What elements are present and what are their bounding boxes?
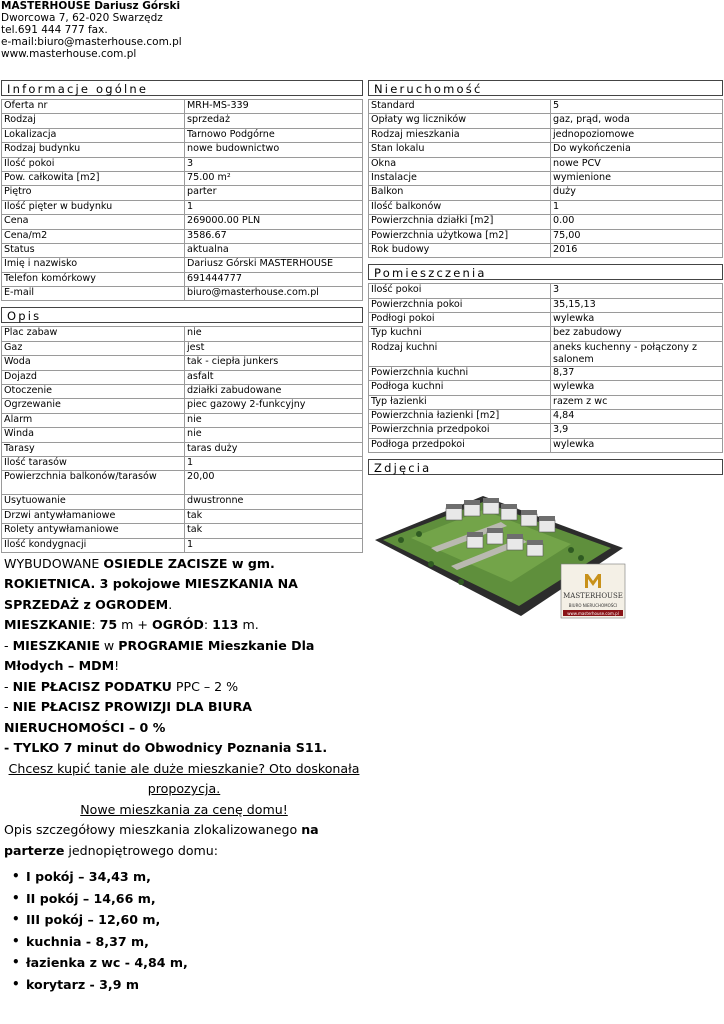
- row-label: Powierzchnia balkonów/tarasów: [2, 471, 185, 495]
- row-label: Usytuowanie: [2, 495, 185, 509]
- list-item: • I pokój – 34,43 m,: [26, 866, 364, 888]
- table-row: [2, 287, 363, 301]
- row-label: Podłogi pokoi: [369, 313, 551, 327]
- table-row: [369, 424, 723, 438]
- row-value: 2016: [551, 243, 723, 257]
- row-label: Woda: [2, 356, 185, 370]
- list-item: • kuchnia - 8,37 m,: [26, 931, 364, 953]
- table-row: [2, 524, 363, 538]
- row-label: Ilość pokoi: [369, 284, 551, 298]
- table-row: [369, 438, 723, 452]
- agency-website: www.masterhouse.com.pl: [1, 48, 137, 60]
- row-value: jest: [185, 341, 363, 355]
- masterhouse-logo: [561, 564, 625, 618]
- row-value: wylewka: [551, 438, 723, 452]
- row-label: Instalacje: [369, 171, 551, 185]
- row-value: bez zabudowy: [551, 327, 723, 341]
- desc-bold: NIE PŁACISZ PODATKU: [12, 678, 172, 694]
- row-value: aneks kuchenny - połączony z salonem: [551, 341, 723, 366]
- section-title-nieruchomosc: Nieruchomość: [368, 80, 723, 96]
- row-value: 3,9: [551, 424, 723, 438]
- row-value: 3: [185, 157, 363, 171]
- row-value: Dariusz Górski MASTERHOUSE: [185, 258, 363, 272]
- table-row: [369, 171, 723, 185]
- row-label: Plac zabaw: [2, 327, 185, 341]
- desc-text: :: [91, 617, 100, 633]
- table-row: [2, 399, 363, 413]
- row-label: Rodzaj kuchni: [369, 341, 551, 366]
- desc-bold: OSIEDLE ZACISZE w gm. ROKIETNICA. 3 pokojowe MIESZKANIA NA SPRZEDAŻ z OGRODEM: [4, 555, 298, 612]
- row-label: Ilość balkonów: [369, 200, 551, 214]
- desc-text: w: [99, 637, 119, 653]
- desc-paragraph: [4, 677, 364, 698]
- desc-paragraph: Chcesz kupić tanie ale duże mieszkanie? Oto doskonała propozycja.: [8, 760, 360, 797]
- desc-bold: MIESZKANIE: [4, 617, 92, 633]
- row-value: nie: [185, 327, 363, 341]
- desc-paragraph: [4, 636, 364, 677]
- row-label: Powierzchnia przedpokoi: [369, 424, 551, 438]
- row-value: 3: [551, 284, 723, 298]
- row-value: 5: [551, 100, 723, 114]
- room-list: [4, 866, 364, 995]
- row-value: taras duży: [185, 442, 363, 456]
- table-row: [2, 456, 363, 470]
- desc-text: -: [4, 699, 13, 715]
- row-label: Rolety antywłamaniowe: [2, 524, 185, 538]
- desc-paragraph: [4, 738, 364, 759]
- list-item: • korytarz - 3,9 m: [26, 974, 364, 996]
- table-row: [2, 243, 363, 257]
- row-label: Cena: [2, 215, 185, 229]
- row-label: Ilość tarasów: [2, 456, 185, 470]
- row-value: sprzedaż: [185, 114, 363, 128]
- table-row: [369, 410, 723, 424]
- row-label: Opłaty wg liczników: [369, 114, 551, 128]
- desc-text: jednopiętrowego domu:: [64, 842, 219, 858]
- row-label: Ogrzewanie: [2, 399, 185, 413]
- table-row: [2, 341, 363, 355]
- row-value: asfalt: [185, 370, 363, 384]
- row-value: 691444777: [185, 272, 363, 286]
- table-row: [369, 243, 723, 257]
- logo-name: MASTERHOUSE: [563, 592, 623, 601]
- row-value: MRH-MS-339: [185, 100, 363, 114]
- row-value: wymienione: [551, 171, 723, 185]
- row-label: Powierzchnia działki [m2]: [369, 215, 551, 229]
- row-value: 0.00: [551, 215, 723, 229]
- row-label: Alarm: [2, 413, 185, 427]
- table-row: [2, 114, 363, 128]
- list-item: • III pokój – 12,60 m,: [26, 909, 364, 931]
- row-value: piec gazowy 2-funkcyjny: [185, 399, 363, 413]
- table-row: [369, 313, 723, 327]
- row-label: Ilość pięter w budynku: [2, 200, 185, 214]
- table-row: [2, 186, 363, 200]
- table-row: [369, 200, 723, 214]
- row-label: Powierzchnia kuchni: [369, 366, 551, 380]
- table-row: [369, 128, 723, 142]
- row-label: Drzwi antywłamaniowe: [2, 509, 185, 523]
- table-row: [2, 413, 363, 427]
- table-row: [369, 114, 723, 128]
- row-label: Podłoga kuchni: [369, 381, 551, 395]
- desc-bold: 75: [99, 617, 118, 633]
- row-value: nowe PCV: [551, 157, 723, 171]
- table-row: [369, 298, 723, 312]
- table-row: [2, 200, 363, 214]
- row-value: tak: [185, 509, 363, 523]
- desc-text: m.: [238, 617, 259, 633]
- desc-paragraph: [4, 820, 364, 861]
- row-label: Standard: [369, 100, 551, 114]
- table-row: [2, 442, 363, 456]
- table-row: [2, 171, 363, 185]
- row-value: 75,00: [551, 229, 723, 243]
- desc-paragraph: Nowe mieszkania za cenę domu!: [80, 801, 288, 817]
- table-row: [2, 495, 363, 509]
- informacje-table: [1, 99, 363, 301]
- desc-text: WYBUDOWANE: [4, 555, 104, 571]
- list-item: • II pokój – 14,66 m,: [26, 888, 364, 910]
- table-row: [2, 272, 363, 286]
- row-label: Telefon komórkowy: [2, 272, 185, 286]
- pomieszczenia-table: [368, 283, 723, 453]
- row-label: Stan lokalu: [369, 143, 551, 157]
- table-row: [369, 143, 723, 157]
- row-label: Rodzaj mieszkania: [369, 128, 551, 142]
- desc-text: PPC – 2 %: [171, 678, 239, 694]
- row-label: Status: [2, 243, 185, 257]
- desc-paragraph: [4, 554, 364, 616]
- row-label: Tarasy: [2, 442, 185, 456]
- row-value: Tarnowo Podgórne: [185, 128, 363, 142]
- desc-paragraph: [4, 615, 364, 636]
- row-label: Powierzchnia łazienki [m2]: [369, 410, 551, 424]
- row-value: tak: [185, 524, 363, 538]
- desc-bold: OGRÓD: [151, 617, 204, 633]
- agency-header: [1, 0, 182, 60]
- table-row: [2, 215, 363, 229]
- row-value: nie: [185, 428, 363, 442]
- row-label: E-mail: [2, 287, 185, 301]
- desc-text: !: [114, 658, 120, 674]
- table-row: [2, 509, 363, 523]
- agency-phone: tel.691 444 777 fax.: [1, 24, 108, 36]
- table-row: [369, 327, 723, 341]
- row-value: biuro@masterhouse.com.pl: [185, 287, 363, 301]
- agency-email: e-mail:biuro@masterhouse.com.pl: [1, 36, 182, 48]
- row-label: Rodzaj budynku: [2, 143, 185, 157]
- table-row: [2, 385, 363, 399]
- row-value: Do wykończenia: [551, 143, 723, 157]
- row-value: gaz, prąd, woda: [551, 114, 723, 128]
- list-item: • łazienka z wc - 4,84 m,: [26, 952, 364, 974]
- row-label: Balkon: [369, 186, 551, 200]
- desc-text: m +: [117, 617, 152, 633]
- row-value: 1: [185, 456, 363, 470]
- row-label: Winda: [2, 428, 185, 442]
- row-value: 4,84: [551, 410, 723, 424]
- row-label: Piętro: [2, 186, 185, 200]
- table-row: [369, 157, 723, 171]
- table-row: [369, 186, 723, 200]
- row-label: Ilość pokoi: [2, 157, 185, 171]
- row-label: Powierzchnia użytkowa [m2]: [369, 229, 551, 243]
- desc-text: Opis szczegółowy mieszkania zlokalizowanego: [4, 822, 302, 838]
- row-value: tak - ciepła junkers: [185, 356, 363, 370]
- row-label: Dojazd: [2, 370, 185, 384]
- opis-table: [1, 326, 363, 552]
- desc-bold: PROGRAMIE Mieszkanie Dla Młodych – MDM: [4, 637, 315, 674]
- row-value: 269000.00 PLN: [185, 215, 363, 229]
- row-label: Rodzaj: [2, 114, 185, 128]
- desc-text: -: [4, 678, 13, 694]
- desc-text: .: [168, 596, 173, 612]
- desc-text: -: [4, 637, 13, 653]
- row-value: jednopoziomowe: [551, 128, 723, 142]
- table-row: [369, 100, 723, 114]
- section-title-informacje: Informacje ogólne: [1, 80, 363, 96]
- agency-name: MASTERHOUSE Dariusz Górski: [1, 0, 181, 12]
- table-row: [369, 215, 723, 229]
- section-title-zdjecia: Zdjęcia: [368, 459, 723, 475]
- row-value: działki zabudowane: [185, 385, 363, 399]
- table-row: [2, 157, 363, 171]
- table-row: [2, 229, 363, 243]
- row-value: parter: [185, 186, 363, 200]
- row-value: nowe budownictwo: [185, 143, 363, 157]
- row-value: aktualna: [185, 243, 363, 257]
- row-value: 8,37: [551, 366, 723, 380]
- row-value: 1: [185, 200, 363, 214]
- row-label: Podłoga przedpokoi: [369, 438, 551, 452]
- right-column: [368, 79, 723, 624]
- row-label: Rok budowy: [369, 243, 551, 257]
- row-value: 3586.67: [185, 229, 363, 243]
- desc-paragraph: [4, 697, 364, 738]
- logo-website: www.masterhouse.com.pl: [567, 611, 619, 617]
- table-row: [2, 538, 363, 552]
- row-value: nie: [185, 413, 363, 427]
- table-row: [2, 356, 363, 370]
- desc-bold: NIE PŁACISZ PROWIZJI DLA BIURA NIERUCHOMOŚCI – 0 %: [4, 699, 253, 735]
- agency-address: Dworcowa 7, 62-020 Swarzędz: [1, 12, 163, 24]
- row-label: Otoczenie: [2, 385, 185, 399]
- table-row: [2, 370, 363, 384]
- desc-text: :: [203, 617, 213, 633]
- row-value: 20,00: [185, 471, 363, 495]
- row-label: Ilość kondygnacji: [2, 538, 185, 552]
- row-label: Oferta nr: [2, 100, 185, 114]
- table-row: [369, 381, 723, 395]
- section-title-pomieszczenia: Pomieszczenia: [368, 264, 723, 280]
- desc-bold: 113: [212, 617, 239, 633]
- row-label: Pow. całkowita [m2]: [2, 171, 185, 185]
- row-label: Typ kuchni: [369, 327, 551, 341]
- row-value: 75.00 m²: [185, 171, 363, 185]
- table-row: [2, 100, 363, 114]
- table-row: [2, 128, 363, 142]
- table-row: [369, 229, 723, 243]
- property-photo[interactable]: [371, 478, 626, 620]
- row-label: Okna: [369, 157, 551, 171]
- desc-bold: na parterze: [4, 822, 319, 858]
- row-label: Typ łazienki: [369, 395, 551, 409]
- table-row: [2, 428, 363, 442]
- desc-bold: MIESZKANIE: [12, 637, 100, 653]
- table-row: [369, 341, 723, 366]
- row-value: razem z wc: [551, 395, 723, 409]
- row-value: wylewka: [551, 381, 723, 395]
- table-row: [2, 258, 363, 272]
- description: [1, 554, 364, 996]
- row-value: 1: [185, 538, 363, 552]
- table-row: [369, 395, 723, 409]
- row-label: Powierzchnia pokoi: [369, 298, 551, 312]
- section-title-opis: Opis: [1, 307, 363, 323]
- row-value: dwustronne: [185, 495, 363, 509]
- table-row: [2, 327, 363, 341]
- table-row: [2, 143, 363, 157]
- table-row: [2, 471, 363, 495]
- row-value: duży: [551, 186, 723, 200]
- row-value: wylewka: [551, 313, 723, 327]
- row-value: 1: [551, 200, 723, 214]
- row-label: Imię i nazwisko: [2, 258, 185, 272]
- row-label: Gaz: [2, 341, 185, 355]
- row-value: 35,15,13: [551, 298, 723, 312]
- logo-subtitle: BIURO NIERUCHOMOŚCI: [568, 603, 618, 609]
- row-label: Lokalizacja: [2, 128, 185, 142]
- table-row: [369, 284, 723, 298]
- nieruchomosc-table: [368, 99, 723, 258]
- row-label: Cena/m2: [2, 229, 185, 243]
- left-column: [1, 79, 363, 995]
- desc-bold: - TYLKO 7 minut do Obwodnicy Poznania S11.: [4, 740, 328, 756]
- table-row: [369, 366, 723, 380]
